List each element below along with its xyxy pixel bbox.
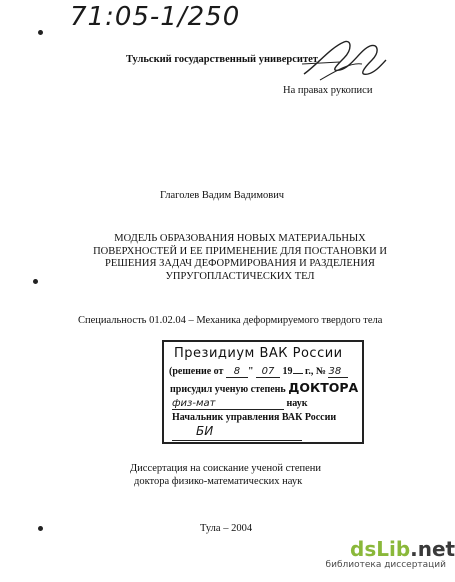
- decision-day: 8: [226, 366, 248, 378]
- decision-year-prefix: 19: [282, 366, 293, 377]
- stamp-signature-line: [172, 426, 302, 441]
- specialty: Специальность 01.02.04 – Механика деформируемого твердого тела: [78, 315, 383, 326]
- dslib-watermark: [325, 537, 455, 570]
- university-name: Тульский государственный университет: [126, 54, 318, 65]
- vak-stamp: [162, 340, 364, 444]
- margin-dot: [38, 526, 43, 531]
- title-line: ПОВЕРХНОСТЕЙ И ЕЕ ПРИМЕНЕНИЕ ДЛЯ ПОСТАНОВКИ И: [93, 245, 387, 257]
- stamp-title: Президиум ВАК России: [174, 346, 343, 361]
- decision-month: 07: [256, 366, 280, 378]
- title-line: МОДЕЛЬ ОБРАЗОВАНИЯ НОВЫХ МАТЕРИАЛЬНЫХ: [114, 233, 366, 244]
- decision-year: [293, 373, 303, 374]
- city-year: Тула – 2004: [200, 523, 253, 534]
- brand-ds: ds: [350, 537, 377, 561]
- margin-dot: [33, 279, 38, 284]
- awarded-prefix: присудил ученую степень: [170, 384, 286, 395]
- title-line: УПРУГОПЛАСТИЧЕСКИХ ТЕЛ: [165, 270, 315, 282]
- degree-statement: [130, 462, 321, 488]
- watermark-brand: [350, 537, 455, 561]
- decision-prefix: (решение от: [169, 366, 224, 377]
- watermark-subtitle: библиотека диссертаций: [325, 560, 446, 570]
- archive-code: 71:05-1/250: [70, 2, 241, 32]
- brand-net: .net: [410, 537, 455, 561]
- margin-dot: [38, 30, 43, 35]
- manuscript-rights: На правах рукописи: [283, 85, 373, 96]
- stamp-field: [172, 398, 308, 410]
- signature-scribble: [300, 34, 390, 86]
- decision-year-suffix: г., №: [305, 366, 326, 377]
- stamp-decision: (решение от 8 " 07 19 г., № 38: [169, 366, 348, 378]
- stamp-awarded: [170, 380, 358, 395]
- stamp-head: Начальник управления ВАК России: [172, 412, 337, 423]
- dissertation-title: [60, 233, 420, 283]
- degree-line: доктора физико-математических наук: [134, 476, 303, 487]
- field-handwritten: физ-мат: [172, 398, 284, 410]
- degree-line: Диссертация на соискание ученой степени: [130, 463, 322, 474]
- degree: ДОКТОРА: [288, 380, 359, 395]
- decision-number: 38: [328, 366, 348, 378]
- field-suffix: наук: [286, 398, 308, 409]
- title-line: РЕШЕНИЯ ЗАДАЧ ДЕФОРМИРОВАНИЯ И РАЗДЕЛЕНИЯ: [105, 258, 375, 269]
- stamp-signature: БИ: [196, 424, 214, 438]
- author-name: Глаголев Вадим Вадимович: [160, 190, 285, 201]
- brand-lib: Lib: [376, 537, 411, 561]
